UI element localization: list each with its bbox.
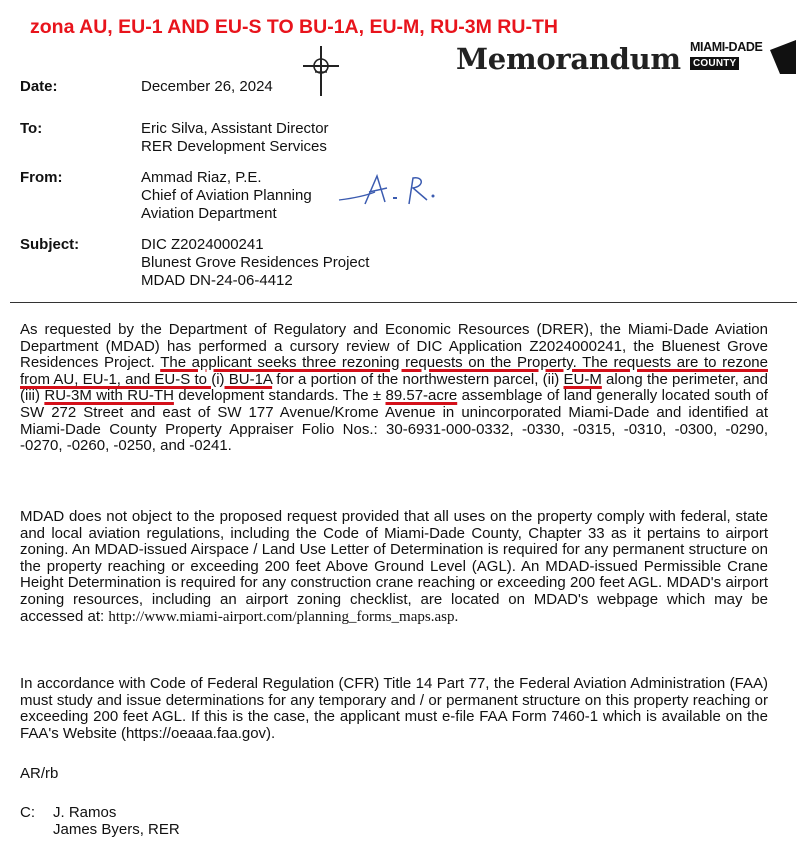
header-divider	[10, 302, 797, 303]
p1-underline-eum: EU-M	[563, 370, 602, 388]
date-line: December 26, 2024	[141, 78, 273, 95]
subject-line: Blunest Grove Residences Project	[141, 254, 370, 271]
logo-mark-icon	[742, 40, 798, 74]
logo-text-line1: MIAMI-DADE	[690, 40, 763, 54]
from-line: Ammad Riaz, P.E.	[141, 169, 262, 186]
to-label: To:	[20, 120, 43, 137]
p1-text: assemblage of land generally located south of SW 272 Street and east of SW 177 Avenue/Krome Avenue in unincorporated Miami-Dade and identified at Miami-Dade County Property Appraiser Folio Nos.: 30-6931-000-0332, -0330, -0315, -0310, -0300, -0290, -0270, -0260, -0250, and -0241.	[20, 387, 768, 455]
subject-value	[141, 236, 369, 290]
from-line: Aviation Department	[141, 205, 277, 222]
author-initials: AR/rb	[20, 765, 59, 782]
p1-text: for a portion of the northwestern parcel, (ii)	[272, 370, 564, 388]
from-line: Chief of Aviation Planning	[141, 187, 312, 204]
p1-underline-rezoning: The applicant seeks three rezoning requests on the Property. The requests are to rezone from AU, EU-1, and EU-S to (i) BU-1A	[20, 354, 768, 388]
to-line: RER Development Services	[141, 138, 327, 155]
date-label: Date:	[20, 78, 58, 95]
body-paragraph-2	[20, 509, 768, 625]
from-label: From:	[20, 169, 63, 186]
p1-underline-acreage: 89.57-acre	[385, 387, 458, 405]
body-paragraph-3: In accordance with Code of Federal Regulation (CFR) Title 14 Part 77, the Federal Aviation Administration (FAA) must study and issue determinations for any temporary and / or permanent structure on this property reaching or exceeding 200 feet AGL. If this is the case, the applicant must e-file FAA Form 7460-1 which is available on the FAA's Website (https://oeaaa.faa.gov).	[20, 675, 768, 742]
p1-text: along the perimeter, and (iii)	[20, 370, 768, 405]
to-value	[141, 120, 329, 156]
body-paragraph-1	[20, 322, 768, 455]
to-line: Eric Silva, Assistant Director	[141, 120, 329, 137]
cc-recipient: J. Ramos	[53, 804, 117, 821]
p1-underline-ru3m: RU-3M with RU-TH	[44, 387, 174, 405]
county-seal-icon	[301, 44, 341, 98]
subject-label: Subject:	[20, 236, 80, 253]
county-logo	[690, 40, 798, 74]
signature-initials-icon	[335, 168, 445, 212]
subject-line: MDAD DN-24-06-4412	[141, 272, 293, 289]
cc-recipient: James Byers, RER	[53, 821, 180, 838]
logo-text-line2: COUNTY	[690, 57, 739, 70]
cc-label: C:	[20, 804, 35, 821]
p1-text: development standards. The ±	[173, 387, 386, 405]
annotation-title: zona AU, EU-1 AND EU-S TO BU-1A, EU-M, RU-3M RU-TH	[30, 16, 558, 38]
date-value	[141, 78, 273, 96]
subject-line: DIC Z2024000241	[141, 236, 264, 253]
cc-list	[53, 804, 180, 838]
memorandum-heading: Memorandum	[456, 42, 681, 76]
p1-text: As requested by the Department of Regulatory and Economic Resources (DRER), the Miami-Dade Aviation Department (MDAD) has performed a cursory review of DIC Application Z2024000241, the Bluenest Grove Residences Project.	[20, 321, 768, 372]
p2-text: MDAD does not object to the proposed request provided that all uses on the property comply with federal, state and local aviation regulations, including the Code of Miami-Dade County, Chapter 33 as it pertains to airport zoning. An MDAD-issued Airspace / Land Use Letter of Determination is required for any permanent structure on the property reaching or exceeding 200 feet Above Ground Level (AGL). An MDAD-issued Permissible Crane Height Determination is required for any construction crane reaching or exceeding 200 feet AGL. MDAD's airport zoning resources, including an airport zoning checklist, are located on MDAD's webpage which may be accessed at:	[20, 508, 768, 625]
from-value	[141, 169, 312, 223]
mdad-zoning-link[interactable]: http://www.miami-airport.com/planning_forms_maps.asp.	[108, 608, 459, 625]
